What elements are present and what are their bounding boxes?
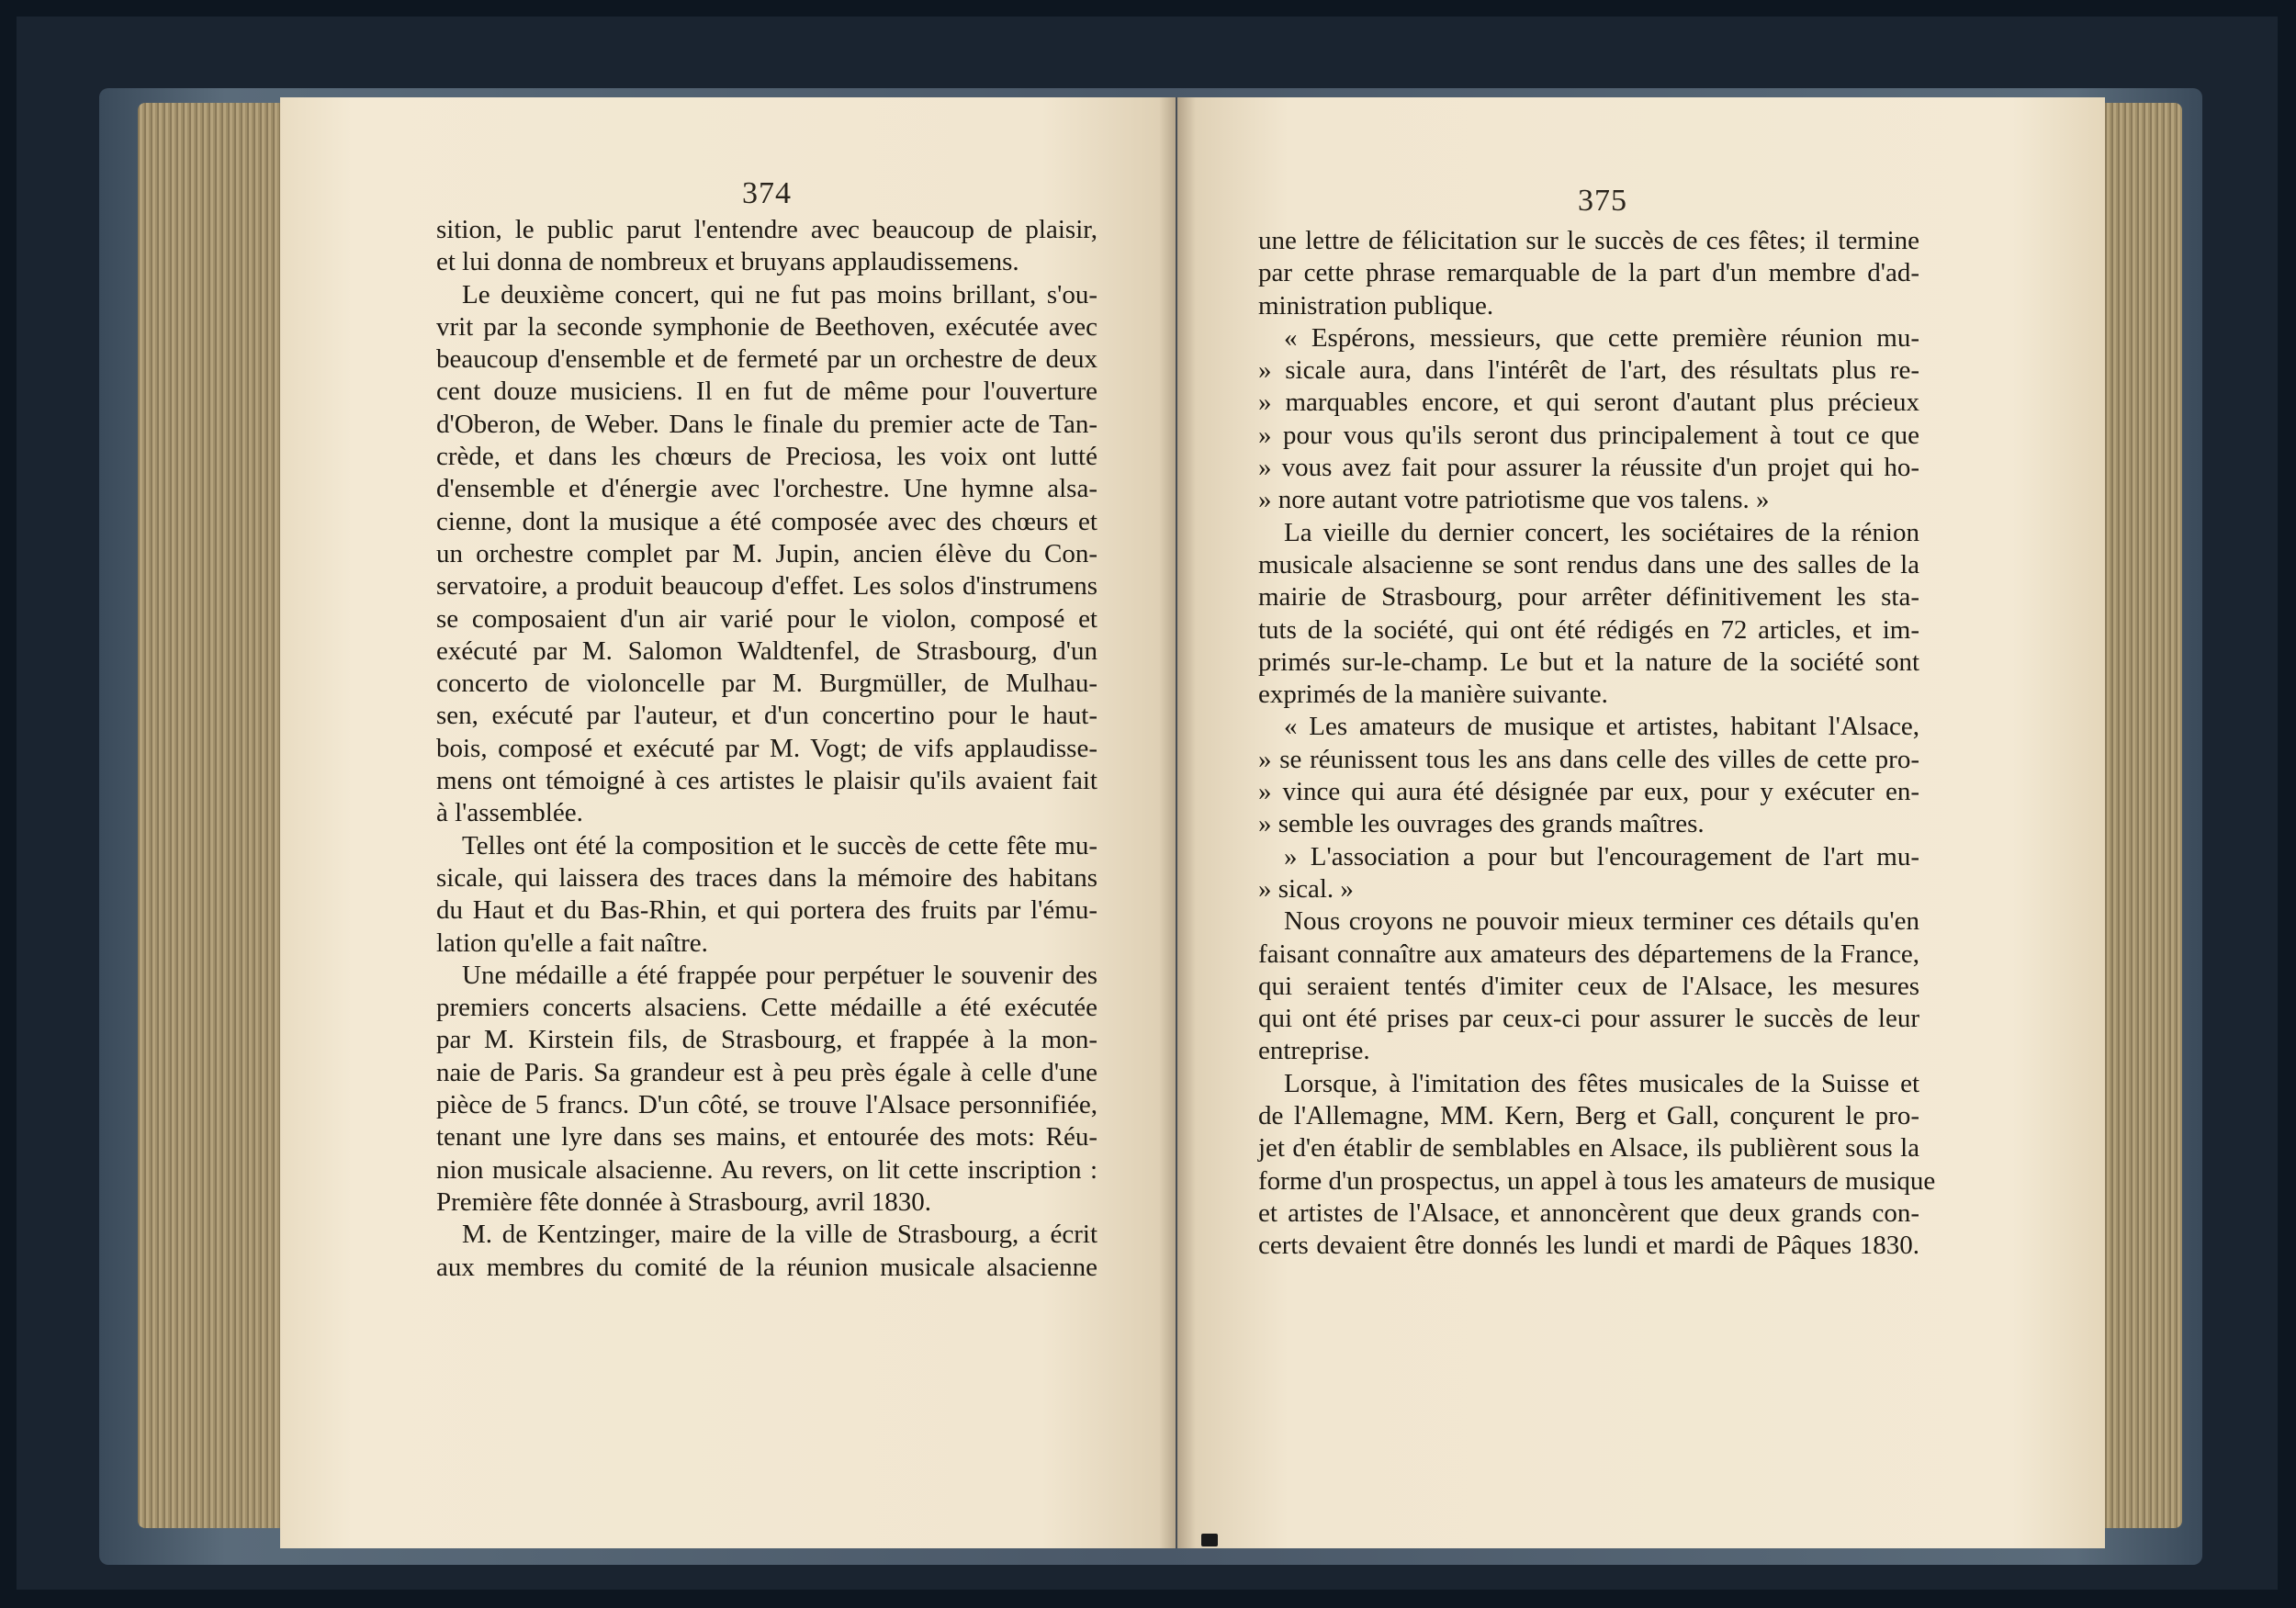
text-line: se composaient d'un air varié pour le violon, composé et [436, 603, 1097, 634]
text-line: d'Oberon, de Weber. Dans le finale du premier acte de Tan- [436, 409, 1097, 439]
page-edges-left [138, 103, 298, 1528]
text-line: qui seraient tentés d'imiter ceux de l'Alsace, les mesures [1258, 971, 1919, 1001]
text-line: Lorsque, à l'imitation des fêtes musicales de la Suisse et [1284, 1068, 1919, 1098]
text-line: sen, exécuté par l'auteur, et d'un concertino pour le haut- [436, 701, 1097, 731]
text-line: pièce de 5 francs. D'un côté, se trouve l'Alsace personnifiée, [436, 1090, 1097, 1120]
text-line: Une médaille a été frappée pour perpétuer le souvenir des [462, 960, 1097, 990]
text-line: qui ont été prises par ceux-ci pour assurer le succès de leur [1258, 1004, 1919, 1034]
text-line: » vous avez fait pour assurer la réussite d'un projet qui ho- [1258, 453, 1919, 483]
book-gutter [1159, 97, 1196, 1548]
text-line: lation qu'elle a fait naître. [436, 928, 708, 958]
text-line: Telles ont été la composition et le succès de cette fête mu- [462, 830, 1097, 860]
left-page-number: 374 [742, 176, 792, 210]
text-line: et artistes de l'Alsace, et annoncèrent que deux grands con- [1258, 1198, 1919, 1228]
text-line: sicale, qui laissera des traces dans la mémoire des habitans [436, 862, 1097, 893]
text-line: servatoire, a produit beaucoup d'effet. Les solos d'instrumens [436, 571, 1097, 602]
text-line: naie de Paris. Sa grandeur est à peu près égale à celle d'une [436, 1057, 1097, 1087]
text-line: premiers concerts alsaciens. Cette médaille a été exécutée [436, 993, 1097, 1023]
text-line: Nous croyons ne pouvoir mieux terminer ces détails qu'en [1284, 906, 1919, 937]
text-line: d'ensemble et d'énergie avec l'orchestre. Une hymne alsa- [436, 474, 1097, 504]
text-line: » vince qui aura été désignée par eux, pour y exécuter en- [1258, 777, 1919, 807]
text-line: M. de Kentzinger, maire de la ville de Strasbourg, a écrit [462, 1220, 1097, 1250]
text-line: sition, le public parut l'entendre avec beaucoup de plaisir, [436, 215, 1097, 244]
right-page-text [1258, 225, 1936, 1263]
text-line: Le deuxième concert, qui ne fut pas moins brillant, s'ou- [462, 279, 1097, 309]
text-line: du Haut et du Bas-Rhin, et qui portera des fruits par l'ému- [436, 895, 1097, 926]
text-line: faisant connaître aux amateurs des départemens de la France, [1258, 939, 1919, 969]
text-line: bois, composé et exécuté par M. Vogt; de vifs applaudisse- [436, 733, 1097, 763]
text-line: tenant une lyre dans ses mains, et entourée des mots: Réu- [436, 1122, 1097, 1153]
text-line: ministration publique. [1258, 290, 1494, 320]
text-line: musicale alsacienne se sont rendus dans une des salles de la [1258, 549, 1919, 579]
text-line: aux membres du comité de la réunion musicale alsacienne [436, 1252, 1097, 1282]
text-line: certs devaient être donnés les lundi et mardi de Pâques 1830. [1258, 1231, 1919, 1261]
text-line: cienne, dont la musique a été composée avec des chœurs et [436, 506, 1097, 536]
text-line: de l'Allemagne, MM. Kern, Berg et Gall, conçurent le pro- [1258, 1101, 1919, 1131]
text-line: et lui donna de nombreux et bruyans applaudissemens. [436, 247, 1019, 277]
text-line: une lettre de félicitation sur le succès de ces fêtes; il termine [1258, 226, 1919, 255]
text-line: » sical. » [1258, 873, 1354, 904]
binding-clip [1201, 1534, 1218, 1546]
text-line: tuts de la société, qui ont été rédigés en 72 articles, et im- [1258, 614, 1919, 645]
text-line: mens ont témoigné à ces artistes le plaisir qu'ils avaient fait [436, 766, 1097, 796]
text-line: » nore autant votre patriotisme que vos talens. » [1258, 485, 1770, 515]
text-line: par M. Kirstein fils, de Strasbourg, et frappée à la mon- [436, 1025, 1097, 1055]
text-line: exprimés de la manière suivante. [1258, 680, 1608, 710]
left-page-text [436, 214, 1097, 1284]
text-line: exécuté par M. Salomon Waldtenfel, de Strasbourg, d'un [436, 635, 1097, 666]
text-line: jet d'en établir de semblables en Alsace, ils publièrent sous la [1258, 1133, 1919, 1164]
page-edges-right [2092, 103, 2182, 1528]
text-line: forme d'un prospectus, un appel à tous les amateurs de musique [1258, 1165, 1936, 1196]
text-line: » pour vous qu'ils seront dus principalement à tout ce que [1258, 420, 1919, 450]
text-line: beaucoup d'ensemble et de fermeté par un orchestre de deux [436, 344, 1097, 375]
text-line: concerto de violoncelle par M. Burgmüller, de Mulhau- [436, 669, 1097, 699]
right-page-number: 375 [1578, 184, 1627, 218]
text-line: entreprise. [1258, 1036, 1370, 1066]
text-line: crède, et dans les chœurs de Preciosa, les voix ont lutté [436, 442, 1097, 472]
text-line: » L'association a pour but l'encouragement de l'art mu- [1284, 841, 1919, 871]
text-line: « Les amateurs de musique et artistes, habitant l'Alsace, [1284, 712, 1919, 742]
text-line: vrit par la seconde symphonie de Beethoven, exécutée avec [436, 311, 1097, 342]
text-line: primés sur-le-champ. Le but et la nature de la société sont [1258, 647, 1919, 677]
text-line: » marquables encore, et qui seront d'autant plus précieux [1258, 388, 1919, 418]
text-line: par cette phrase remarquable de la part d'un membre d'ad- [1258, 258, 1919, 288]
text-line: Première fête donnée à Strasbourg, avril 1830. [436, 1186, 932, 1217]
text-line: mairie de Strasbourg, pour arrêter définitivement les sta- [1258, 582, 1919, 613]
text-line: » sicale aura, dans l'intérêt de l'art, des résultats plus re- [1258, 355, 1919, 386]
text-line: un orchestre complet par M. Jupin, ancien élève du Con- [436, 538, 1097, 568]
text-line: « Espérons, messieurs, que cette première réunion mu- [1284, 322, 1919, 353]
text-line: cent douze musiciens. Il en fut de même pour l'ouverture [436, 377, 1097, 407]
text-line: La vieille du dernier concert, les sociétaires de la rénion [1284, 517, 1919, 547]
text-line: » semble les ouvrages des grands maîtres. [1258, 809, 1705, 839]
text-line: » se réunissent tous les ans dans celle des villes de cette pro- [1258, 744, 1919, 774]
text-line: à l'assemblée. [436, 798, 583, 828]
text-line: nion musicale alsacienne. Au revers, on lit cette inscription : [436, 1154, 1097, 1185]
